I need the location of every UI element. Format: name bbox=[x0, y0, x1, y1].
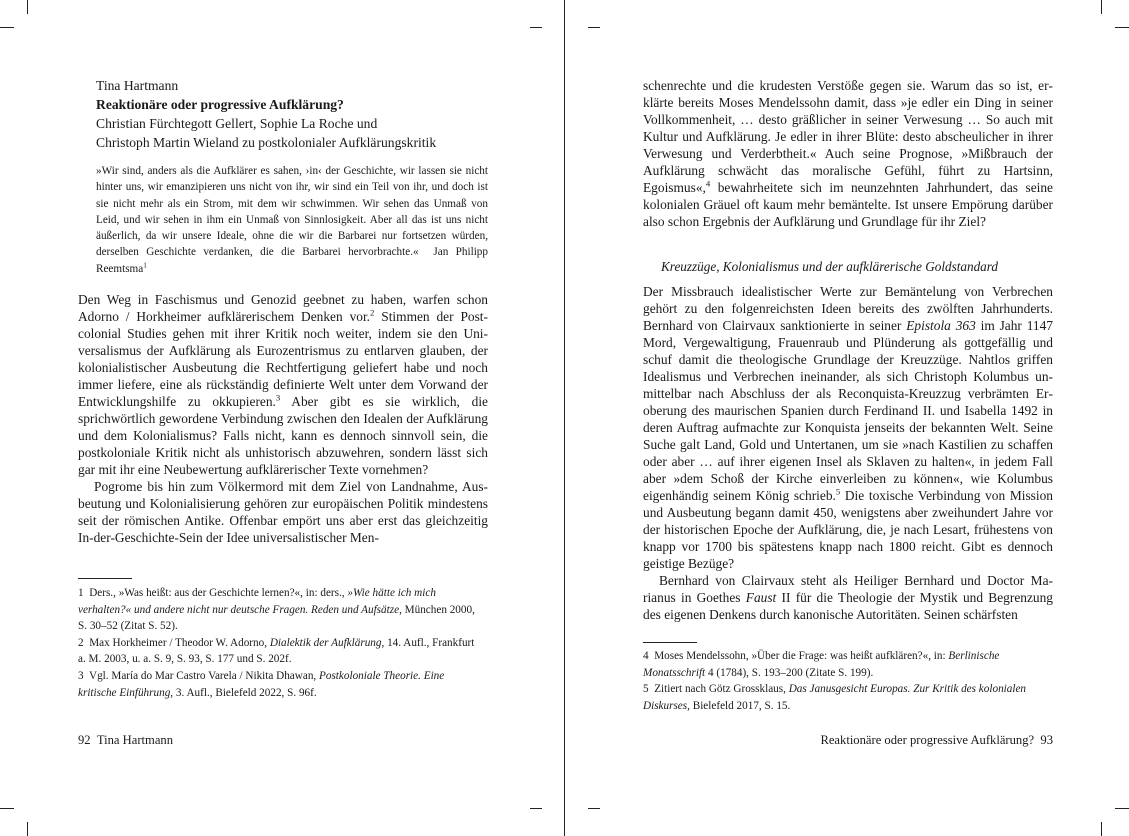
paragraph bbox=[78, 291, 488, 478]
footnote-ref: 1 bbox=[143, 261, 147, 270]
paragraph bbox=[643, 572, 1053, 623]
paragraph-text: im Jahr 1147 Mord, Vergewaltigung, Frauenraub und Plünderung als gottgefällig und schuf damit die theologische Grundlage der Kreuzzüge. Nahtlos griffen Idealismus und Verbrechen ineinander, als sich Christoph Kolumbus unmittelbar nach Abschluss der als Reconquista-Kreuzzug verbrämten Eroberung des maurischen Spanien durch Ferdinand II. und Isabella 1492 in deren Auftrag aufmachte zur Konquista jenseits der bekannten Welt. Seine Suche galt Land, Gold und Untertanen, um sie »nach Kastilien zu schaffen oder aber … auf ihrer eigenen Insel als Sklaven zu halten«, in jedem Fall aber »dem Schoß der Kirche einverleiben zu können«, wie Kolumbus eigenhändig seinem König schrieb. bbox=[643, 318, 1054, 503]
left-body-text bbox=[78, 291, 488, 546]
section-heading: Kreuzzüge, Kolonialismus und der aufklärerische Goldstandard bbox=[661, 259, 999, 274]
footnote-ref: 5 bbox=[835, 486, 841, 497]
footnote bbox=[78, 635, 483, 668]
paragraph bbox=[643, 77, 1053, 230]
paragraph-text: bewahrheitete sich im neunzehnten Jahrhundert, das seine kolonialen Gräuel oft kaum mehr bemäntelte. Ist unsere Empörung darüber also schon Ergebnis der Aufklärung und Grundlage für ihr Ziel? bbox=[643, 180, 1053, 229]
footnotes-right bbox=[643, 648, 1048, 714]
footnote-title: Postkoloniale Theorie. Eine kritische Einführung bbox=[78, 669, 445, 699]
paragraph bbox=[78, 478, 488, 546]
left-page bbox=[0, 0, 564, 836]
paragraph-text: schenrechte und die krudesten Verstöße gegen sie. Warum das so ist, erklärte bereits Moses Mendelssohn damit, dass »je edler ein Ding in seiner Vollkommenheit, … desto gräßlicher in seiner Verwesung … So auch mit Kultur und Aufklärung. Je edler in ihrer Blüte: desto abscheulicher in ihrer Verwesung und Verderbtheit.« Auch seine Prognose, »Mißbrauch der Aufklärung schwächt das moralische Gefühl, führt zu Hartsinn, Egoismus«, bbox=[643, 78, 1053, 195]
footnote-title: »Wie hätte ich mich verhalten?« und andere nicht nur deutsche Fragen. Reden und Aufsätze bbox=[78, 587, 436, 616]
paragraph-text: Pogrome bis hin zum Völkermord mit dem Ziel von Landnahme, Ausbeutung und Kolonialisierung gehören zur europäischen Politik mindestens seit der römischen Antike. Offenbar empört uns aber erst das gleichzeitig In-der-Geschichte-Sein der Idee universalistischer Men- bbox=[78, 479, 488, 545]
footnote-ref: 3 bbox=[275, 392, 281, 403]
footnote-text: Ders., »Was heißt: aus der Geschichte lernen?«, in: ders., bbox=[89, 587, 348, 599]
footnote-text: , München 2000, S. 30–52 (Zitat S. 52). bbox=[78, 603, 475, 633]
paragraph-text: Die toxische Verbindung von Mission und Ausbeutung begann damit 450, wenigstens aber zweihundert Jahre vor der historischen Epoche der Aufklärung, die, je nach Lesart, frühestens von knapp vor 1700 bis spätestens knapp nach 1800 reicht. Gibt es dennoch geistige Bezüge? bbox=[643, 488, 1053, 571]
footnote-text: Max Horkheimer / Theodor W. Adorno, bbox=[89, 636, 270, 649]
footnote-text: Zitiert nach Götz Grossklaus, bbox=[654, 683, 789, 696]
paragraph-text: Der Missbrauch idealistischer Werte zur Bemäntelung von Verbrechen gehört zu den folgenreichsten Ideen bereits des zwölften Jahrhunderts. Bernhard von Clairvaux sanktionierte in seiner bbox=[643, 284, 1053, 333]
chapter-header bbox=[96, 76, 496, 152]
page-number: 92 bbox=[78, 733, 91, 747]
paragraph-text: Bernhard von Clairvaux steht als Heiliger Bernhard und Doctor Marianus in Goethes bbox=[643, 573, 1053, 605]
page-folio bbox=[820, 733, 1053, 748]
running-head: Reaktionäre oder progressive Aufklärung? bbox=[820, 733, 1035, 747]
paragraph-italic: Epistola 363 bbox=[906, 318, 976, 333]
footnote-number: 5 bbox=[643, 683, 649, 696]
footnotes-left bbox=[78, 585, 483, 701]
footnote-number: 1 bbox=[78, 587, 84, 599]
page-folio bbox=[78, 733, 173, 748]
footnote-title: Dialektik der Aufklärung bbox=[269, 636, 382, 649]
footnote-ref: 2 bbox=[370, 307, 375, 318]
running-head: Tina Hartmann bbox=[96, 733, 174, 747]
footnote-text: , 3. Aufl., Bielefeld 2022, S. 96f. bbox=[170, 686, 317, 699]
footnote bbox=[643, 648, 1048, 681]
footnote-number: 3 bbox=[78, 669, 84, 682]
footnote bbox=[643, 681, 1048, 714]
paragraph-text: Den Weg in Faschismus und Genozid geebnet zu haben, warfen schon Adorno / Horkheimer aufklärerischem Denken vor. bbox=[78, 292, 488, 324]
footnote-text: Moses Mendelssohn, »Über die Frage: was heißt aufklären?«, in: bbox=[654, 650, 949, 662]
chapter-subtitle-line1: Christian Fürchtegott Gellert, Sophie La Roche und bbox=[96, 116, 378, 131]
paragraph-italic: Faust bbox=[745, 590, 777, 605]
epigraph-attribution: Jan Philipp Reemtsma bbox=[96, 246, 488, 275]
footnote-ref: 4 bbox=[705, 178, 711, 189]
chapter-title: Reaktionäre oder progressive Aufklärung? bbox=[96, 97, 344, 112]
footnote-text: , Bielefeld 2017, S. 15. bbox=[687, 699, 791, 712]
right-body-text bbox=[643, 283, 1053, 623]
page-number: 93 bbox=[1040, 733, 1053, 747]
paragraph-text: II für die Theologie der Mystik und Begrenzung des eigenen Denkens durch kanonische Autoritäten. Seinen schärfsten bbox=[643, 590, 1054, 622]
footnote-rule bbox=[643, 642, 697, 643]
paragraph-text: Stimmen der Postcolonial Studies gehen mit ihrer Kritik noch weiter, indem sie den Universalismus der Aufklärung als Eurozentrismus zu entlarven glauben, der kolonialistischer Ausbeutung die Rechtfertigung geliefert habe und noch immer liefere, eine als rückständig definierte Welt unter dem Vorwand der Entwicklungshilfe zu okkupieren. bbox=[78, 309, 488, 409]
footnote-title: Das Janusgesicht Europas. Zur Kritik des kolonialen Diskurses bbox=[643, 683, 1027, 712]
footnote-text: Vgl. María do Mar Castro Varela / Nikita Dhawan, bbox=[89, 669, 320, 682]
chapter-subtitle-line2: Christoph Martin Wieland zu postkolonialer Aufklärungskritik bbox=[96, 135, 437, 150]
paragraph bbox=[643, 283, 1053, 572]
epigraph-text: »Wir sind, anders als die Aufklärer es sahen, ›in‹ der Geschichte, wir lassen sie nicht hinter uns, wir emanzipieren uns nicht von ihr, wir sind ein Teil von ihr, und doch ist sie nicht mehr als ein Strom, mit dem wir schwimmen. Wir sehen das Unmaß von Leid, und wir sehen in ihm ein Unmaß von Sinnlosigkeit. Aber all das ist uns nicht äußerlich, da wir unsere Ideale, ohne die wir die Barbarei nur fortsetzen würden, derselben Geschichte verdanken, die die Barbarei hervorbrachte.« bbox=[96, 165, 488, 259]
chapter-author: Tina Hartmann bbox=[96, 78, 179, 93]
footnote-rule bbox=[78, 578, 132, 579]
epigraph bbox=[96, 163, 488, 277]
footnote bbox=[78, 668, 483, 701]
footnote-text: 4 (1784), S. 193–200 (Zitate S. 199). bbox=[705, 666, 874, 679]
right-top-text bbox=[643, 77, 1053, 230]
footnote-title: Berlinische Monatsschrift bbox=[643, 650, 1000, 679]
footnote bbox=[78, 585, 483, 635]
footnote-number: 2 bbox=[78, 636, 84, 649]
footnote-text: , 14. Aufl., Frankfurt a. M. 2003, u. a. S. 9, S. 93, S. 177 und S. 202f. bbox=[78, 636, 475, 666]
footnote-number: 4 bbox=[643, 650, 649, 662]
right-page bbox=[565, 0, 1129, 836]
paragraph-text: Aber gibt es sie wirklich, die sprichwörtlich gewordene Verbindung zwischen den Idealen der Aufklärung und dem Kolonialismus? Falls nicht, kann es dennoch sinnvoll sein, die postkoloniale Kritik nicht als unhistorisch abzuwehren, sondern lässt sich gar mit ihr eine Neubewertung aufklärerischer Texte vornehmen? bbox=[78, 394, 488, 477]
